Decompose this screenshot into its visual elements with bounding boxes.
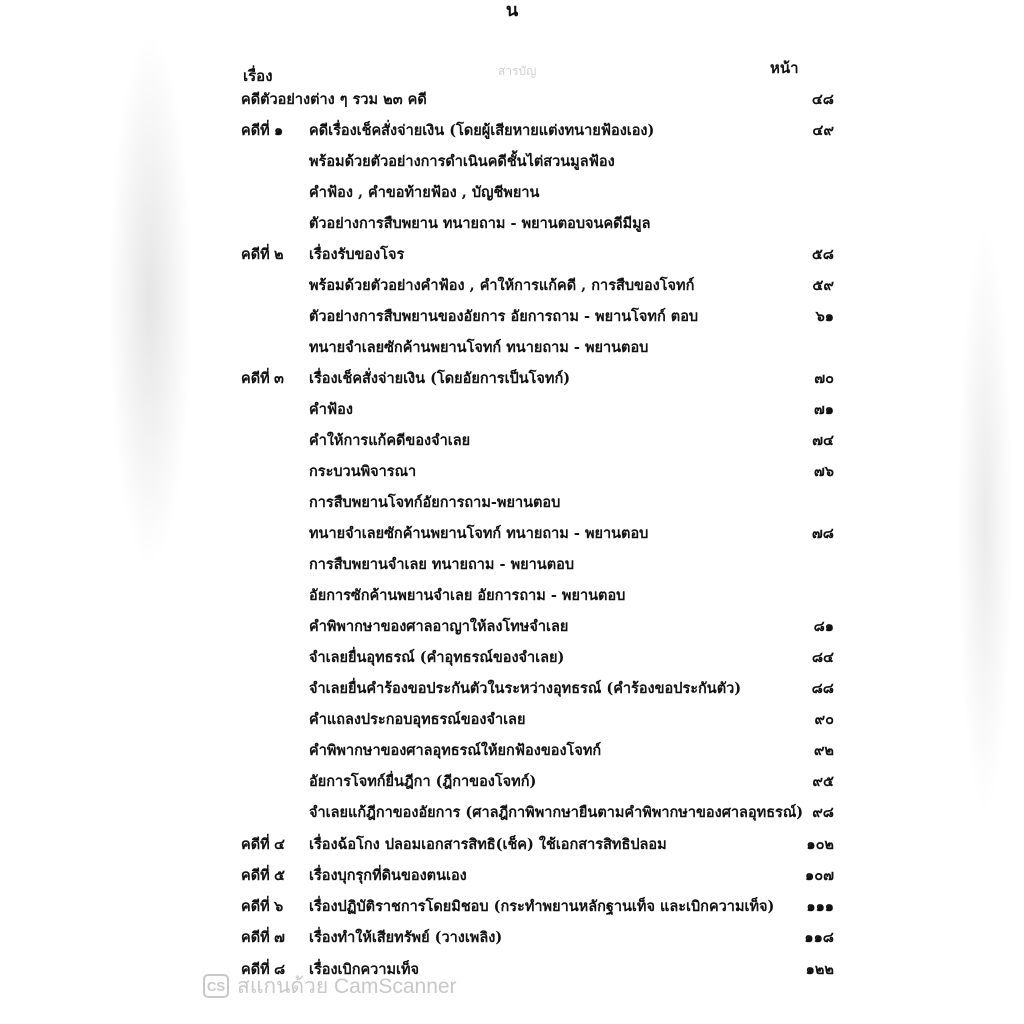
entry-title: การสืบพยานจำเลย ทนายถาม - พยานตอบ bbox=[309, 556, 575, 573]
entry-title: เรื่องทำให้เสียทรัพย์ (วางเพลิง) bbox=[309, 929, 503, 946]
page-number: ๑๐๒ bbox=[806, 836, 834, 853]
toc-entry bbox=[0, 708, 1024, 738]
case-label: คดีที่ bbox=[241, 370, 270, 387]
page-number: ๘๘ bbox=[811, 680, 834, 697]
toc-entry bbox=[0, 367, 1024, 397]
entry-title: คดีตัวอย่างต่าง ๆ รวม ๒๓ คดี bbox=[241, 91, 427, 108]
toc-entry bbox=[0, 398, 1024, 428]
page-number: ๖๑ bbox=[815, 308, 834, 325]
case-label: คดีที่ bbox=[241, 898, 270, 915]
entry-title: คำพิพากษาของศาลอาญาให้ลงโทษจำเลย bbox=[309, 618, 569, 635]
toc-entry bbox=[0, 553, 1024, 583]
page-number: ๔๘ bbox=[811, 91, 834, 108]
toc-entry bbox=[0, 895, 1024, 925]
case-number: ๔ bbox=[274, 836, 285, 853]
page-number: ๗๔ bbox=[812, 432, 834, 449]
case-number: ๗ bbox=[274, 929, 285, 946]
toc-entry bbox=[0, 429, 1024, 459]
camscanner-watermark bbox=[203, 971, 457, 1001]
toc-entry bbox=[0, 926, 1024, 956]
case-label: คดีที่ bbox=[241, 836, 270, 853]
toc-entry bbox=[0, 801, 1024, 831]
toc-entry bbox=[0, 584, 1024, 614]
page-number: ๗๘ bbox=[811, 525, 834, 542]
toc-entry bbox=[0, 833, 1024, 863]
entry-title: ทนายจำเลยซักค้านพยานโจทก์ ทนายถาม - พยานตอบ bbox=[309, 525, 649, 542]
entry-title: จำเลยยื่นอุทธรณ์ (คำอุทธรณ์ของจำเลย) bbox=[309, 649, 565, 666]
toc-entry bbox=[0, 212, 1024, 242]
entry-title: เรื่องปฏิบัติราชการโดยมิชอบ (กระทำพยานหลักฐานเท็จ และเบิกความเท็จ) bbox=[309, 898, 775, 915]
toc-entry bbox=[0, 491, 1024, 521]
page-number: ๘๑ bbox=[813, 618, 834, 635]
toc-entry bbox=[0, 88, 1024, 118]
page-number: ๘๔ bbox=[811, 649, 834, 666]
page-number: ๔๙ bbox=[812, 122, 834, 139]
toc-entry bbox=[0, 958, 1024, 988]
entry-title: จำเลยแก้ฎีกาของอัยการ (ศาลฎีกาพิพากษายืนตามคำพิพากษาของศาลอุทธรณ์) bbox=[309, 804, 804, 821]
toc-entry bbox=[0, 646, 1024, 676]
case-label: คดีที่ bbox=[241, 961, 270, 978]
column-header-title: เรื่อง bbox=[243, 67, 273, 85]
page-number: ๑๑๑ bbox=[806, 898, 834, 915]
toc-entry bbox=[0, 119, 1024, 149]
entry-title: คำฟ้อง bbox=[309, 401, 353, 418]
toc-entry bbox=[0, 460, 1024, 490]
page-number: ๙๘ bbox=[812, 804, 834, 821]
entry-title: ตัวอย่างการสืบพยาน ทนายถาม - พยานตอบจนคดีมีมูล bbox=[309, 215, 651, 232]
entry-title: ตัวอย่างการสืบพยานของอัยการ อัยการถาม - พยานโจทก์ ตอบ bbox=[309, 308, 699, 325]
case-number: ๓ bbox=[274, 370, 284, 387]
toc-entry bbox=[0, 274, 1024, 304]
entry-title: เรื่องเช็คสั่งจ่ายเงิน (โดยอัยการเป็นโจทก์) bbox=[309, 370, 571, 387]
toc-entry bbox=[0, 677, 1024, 707]
entry-title: การสืบพยานโจทก์อัยการถาม-พยานตอบ bbox=[309, 494, 561, 511]
camscanner-logo-icon: CS bbox=[203, 974, 229, 998]
entry-title: คำฟ้อง , คำขอท้ายฟ้อง , บัญชีพยาน bbox=[309, 184, 540, 201]
page-number: ๗๑ bbox=[813, 401, 834, 418]
entry-title: อัยการโจทก์ยื่นฎีกา (ฎีกาของโจทก์) bbox=[309, 773, 537, 790]
entry-title: ทนายจำเลยซักค้านพยานโจทก์ ทนายถาม - พยานตอบ bbox=[309, 339, 649, 356]
entry-title: คำให้การแก้คดีของจำเลย bbox=[309, 432, 471, 449]
case-label: คดีที่ bbox=[241, 122, 270, 139]
toc-entry bbox=[0, 305, 1024, 335]
page-number: ๑๑๘ bbox=[804, 929, 834, 946]
column-header-page: หน้า bbox=[770, 59, 799, 77]
entry-title: กระบวนพิจารณา bbox=[309, 463, 417, 480]
entry-title: คำพิพากษาของศาลอุทธรณ์ให้ยกฟ้องของโจทก์ bbox=[309, 742, 602, 759]
entry-title: จำเลยยื่นคำร้องขอประกันตัวในระหว่างอุทธรณ์ (คำร้องขอประกันตัว) bbox=[309, 680, 742, 697]
toc-entry bbox=[0, 739, 1024, 769]
toc-entry bbox=[0, 770, 1024, 800]
page-number: ๑๒๒ bbox=[805, 961, 834, 978]
case-number: ๖ bbox=[274, 898, 284, 915]
entry-title: เรื่องฉ้อโกง ปลอมเอกสารสิทธิ(เช็ค) ใช้เอกสารสิทธิปลอม bbox=[309, 836, 667, 853]
toc-entry bbox=[0, 181, 1024, 211]
page-number: ๗๖ bbox=[813, 463, 834, 480]
toc-entry bbox=[0, 150, 1024, 180]
entry-title: คดีเรื่องเช็คสั่งจ่ายเงิน (โดยผู้เสียหายแต่งทนายฟ้องเอง) bbox=[309, 122, 655, 139]
case-label: คดีที่ bbox=[241, 929, 270, 946]
page-number: ๑๐๗ bbox=[805, 867, 834, 884]
toc-entry bbox=[0, 522, 1024, 552]
toc-entry bbox=[0, 864, 1024, 894]
page-number: ๙๕ bbox=[812, 773, 834, 790]
page-number: ๙๒ bbox=[813, 742, 834, 759]
entry-title: เรื่องบุกรุกที่ดินของตนเอง bbox=[309, 867, 467, 884]
toc-entry bbox=[0, 615, 1024, 645]
toc-entry bbox=[0, 336, 1024, 366]
entry-title: เรื่องรับของโจร bbox=[309, 246, 405, 263]
case-label: คดีที่ bbox=[241, 246, 270, 263]
case-number: ๕ bbox=[274, 867, 285, 884]
entry-title: พร้อมด้วยตัวอย่างคำฟ้อง , คำให้การแก้คดี , การสืบของโจทก์ bbox=[309, 277, 695, 294]
page-number: ๗๐ bbox=[814, 370, 834, 387]
case-label: คดีที่ bbox=[241, 867, 270, 884]
page-folio: น bbox=[505, 0, 519, 21]
page-number: ๕๙ bbox=[812, 277, 834, 294]
page-number: ๕๘ bbox=[811, 246, 834, 263]
entry-title: อัยการซักค้านพยานจำเลย อัยการถาม - พยานตอบ bbox=[309, 587, 626, 604]
bleed-through-text: สารบัญ bbox=[498, 64, 537, 78]
case-number: ๘ bbox=[274, 961, 286, 978]
watermark-text: สแกนด้วย CamScanner bbox=[237, 974, 457, 998]
page-number: ๙๐ bbox=[814, 711, 834, 728]
entry-title: คำแถลงประกอบอุทธรณ์ของจำเลย bbox=[309, 711, 526, 728]
entry-title: เรื่องเบิกความเท็จ bbox=[309, 961, 420, 978]
entry-title: พร้อมด้วยตัวอย่างการดำเนินคดีชั้นไต่สวนมูลฟ้อง bbox=[309, 153, 615, 170]
toc-entry bbox=[0, 243, 1024, 273]
case-number: ๒ bbox=[274, 246, 284, 263]
case-number: ๑ bbox=[274, 122, 284, 139]
